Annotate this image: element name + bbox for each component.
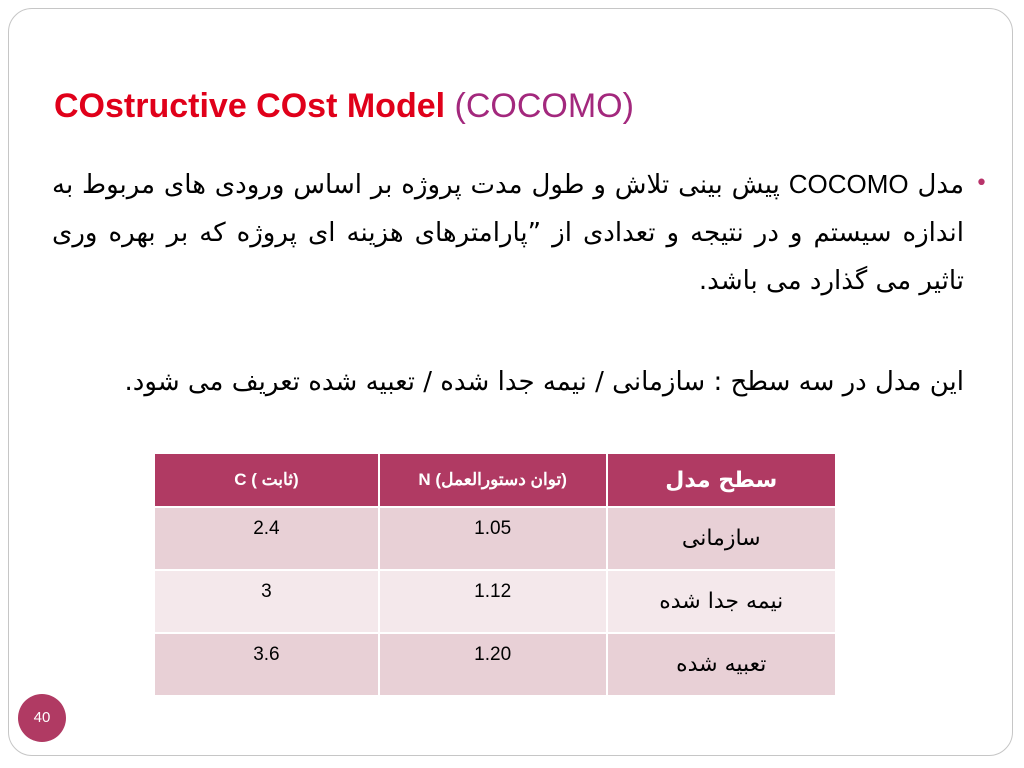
para1-part2: پیش بینی تلاش و طول مدت پروژه بر اساس ورودی های مربوط به اندازه سیستم و در نتیجه و تعدادی از ”پارامترهای هزینه ای پروژه که بر بهره وری تاثیر می گذارد می باشد. [52, 170, 964, 296]
title-main: COstructive COst Model [54, 87, 446, 125]
table-row [154, 570, 836, 633]
title-acronym: (COCOMO) [454, 87, 634, 125]
cocomo-levels-table [153, 452, 837, 697]
levels-paragraph: این مدل در سه سطح : سازمانی / نیمه جدا شده / تعبیه شده تعریف می شود. [124, 367, 964, 397]
table-row [154, 507, 836, 570]
cell-n: 1.20 [379, 633, 607, 696]
bullet-icon: • [975, 171, 988, 196]
cell-level: تعبیه شده [607, 633, 836, 696]
header-level: سطح مدل [607, 453, 836, 507]
para1-cocomo: COCOMO [788, 169, 909, 199]
cell-level: نیمه جدا شده [607, 570, 836, 633]
slide-title [54, 86, 634, 126]
header-n: N (توان دستورالعمل) [379, 453, 607, 507]
header-c: C ( ثابت) [154, 453, 379, 507]
table-header-row [154, 453, 836, 507]
cell-n: 1.12 [379, 570, 607, 633]
cell-c: 3 [154, 570, 379, 633]
cell-level: سازمانی [607, 507, 836, 570]
table-row [154, 633, 836, 696]
page-number-badge: 40 [18, 694, 66, 742]
cell-n: 1.05 [379, 507, 607, 570]
bullet-paragraph [52, 160, 988, 305]
para1-part1: مدل [908, 170, 965, 200]
cell-c: 2.4 [154, 507, 379, 570]
cell-c: 3.6 [154, 633, 379, 696]
